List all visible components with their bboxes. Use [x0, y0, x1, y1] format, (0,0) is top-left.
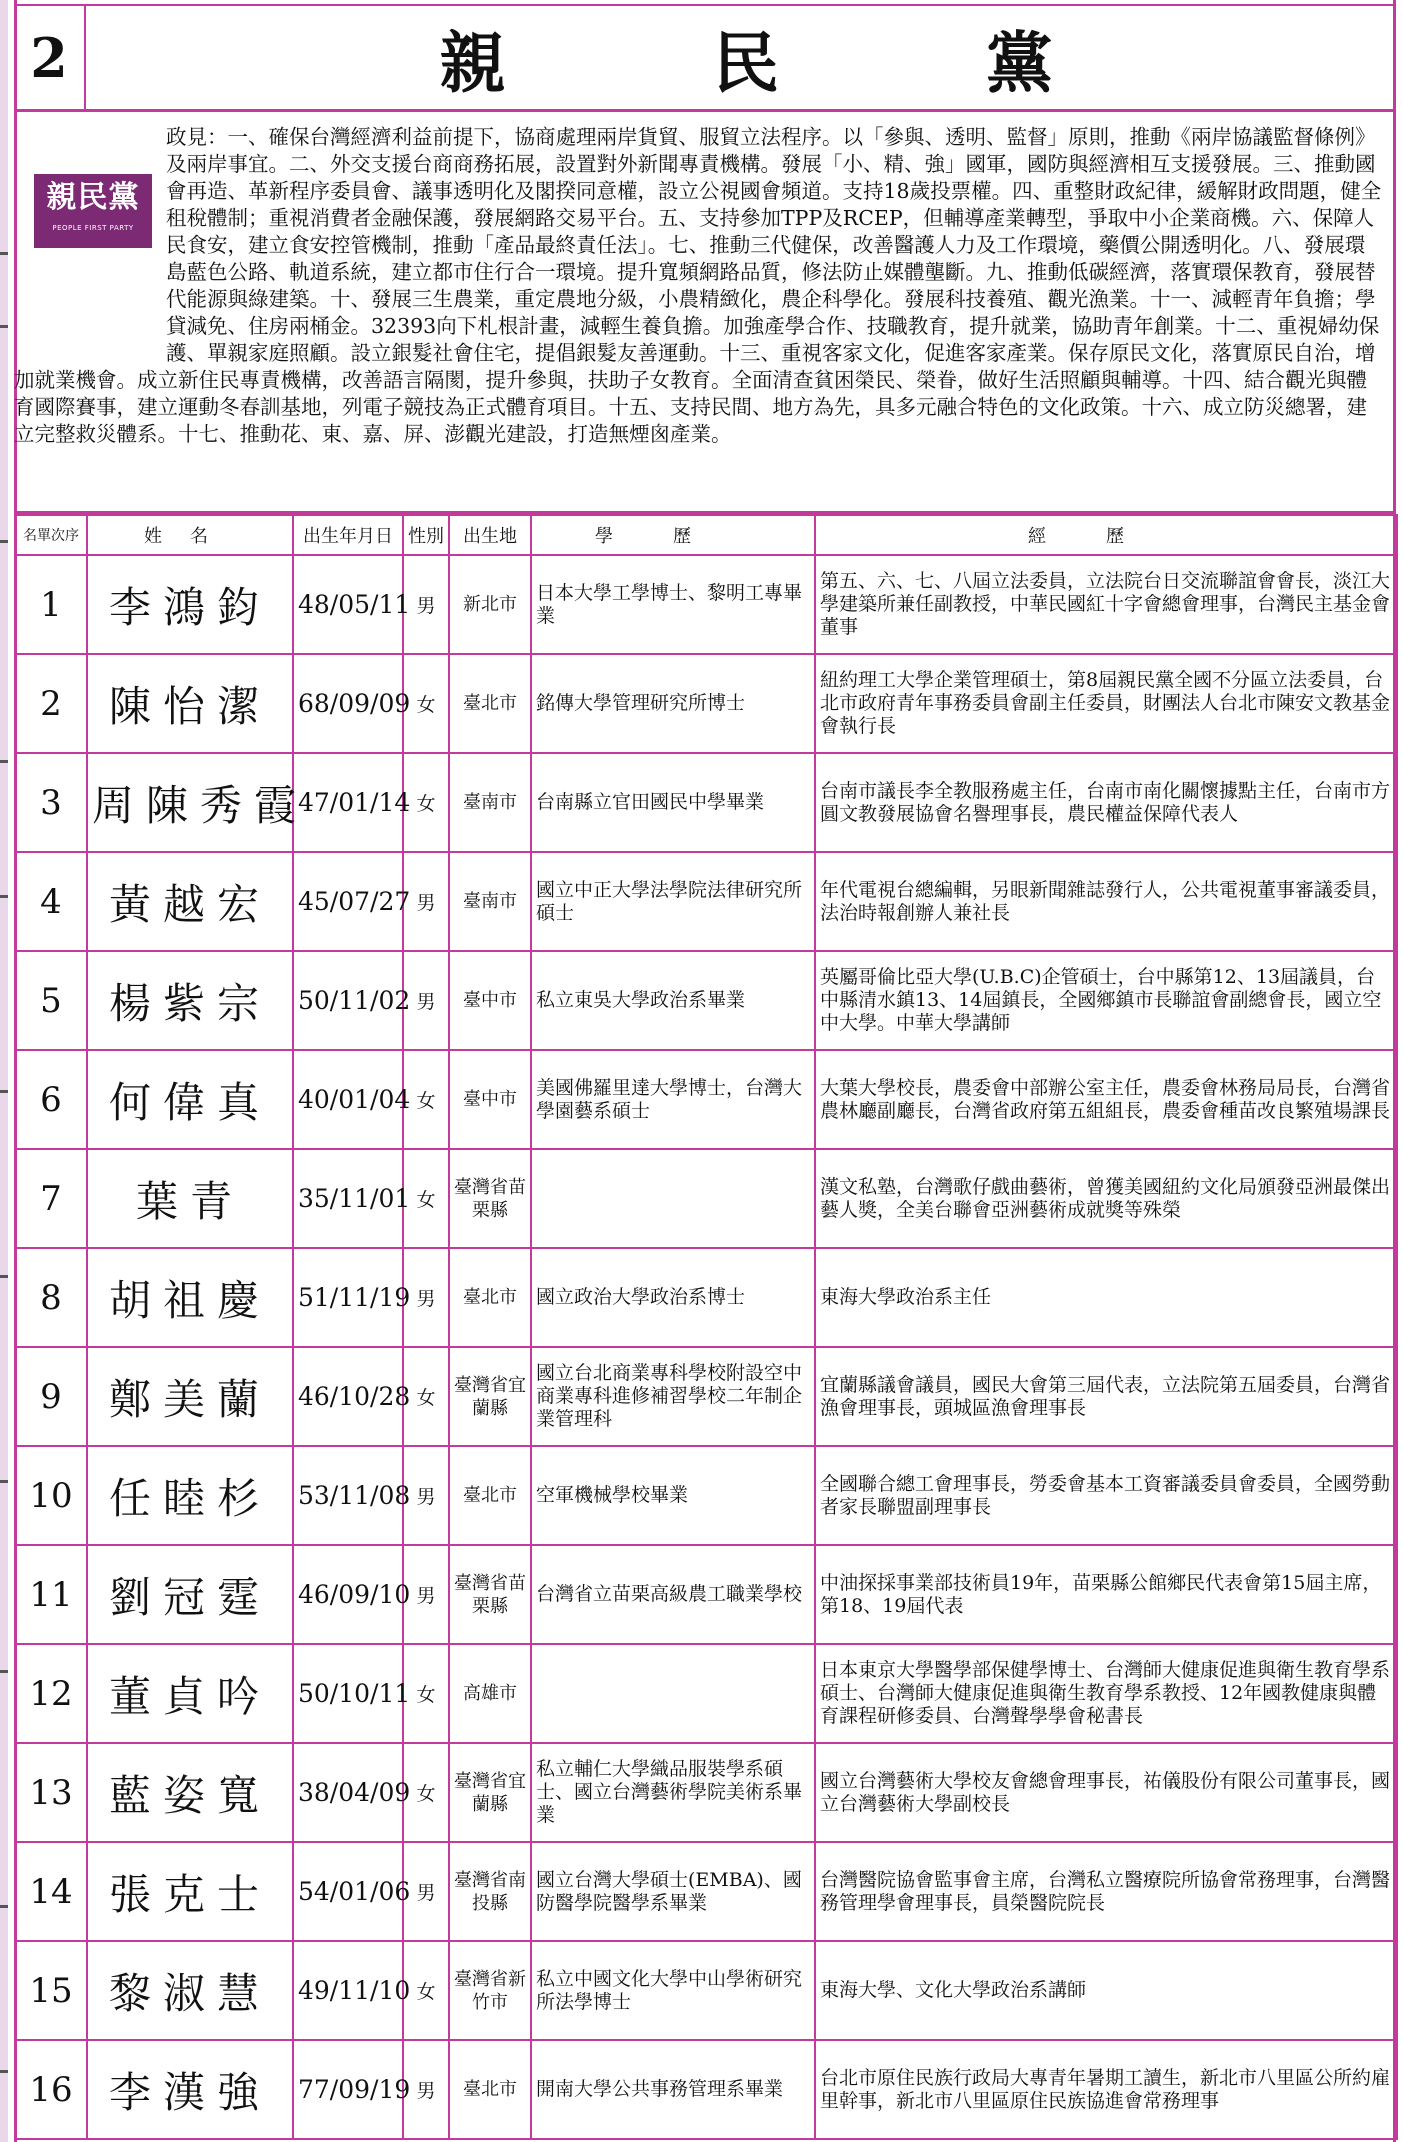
header-education: 學歷 [531, 515, 815, 555]
cell-name: 楊紫宗 [87, 951, 293, 1050]
cell-education: 私立中國文化大學中山學術研究所法學博士 [531, 1941, 815, 2040]
table-row [15, 1149, 1397, 1248]
cell-dob: 38/04/09 [293, 1743, 403, 1842]
cell-experience: 大葉大學校長，農委會中部辦公室主任，農委會林務局局長，台灣省農林廳副廳長，台灣省政府第五組組長，農委會種苗改良繁殖場課長 [815, 1050, 1397, 1149]
cell-birthplace: 新北市 [449, 555, 531, 654]
cell-education: 國立政治大學政治系博士 [531, 1248, 815, 1347]
cell-experience: 宜蘭縣議會議員，國民大會第三屆代表，立法院第五屆委員，台灣省漁會理事長，頭城區漁會理事長 [815, 1347, 1397, 1446]
cell-education: 國立台北商業專科學校附設空中商業專科進修補習學校二年制企業管理科 [531, 1347, 815, 1446]
cell-order: 2 [15, 654, 87, 753]
party-logo-text: 親民黨 [46, 180, 140, 215]
party-name-char: 黨 [986, 24, 1053, 102]
cell-order: 14 [15, 1842, 87, 1941]
cell-dob: 51/11/19 [293, 1248, 403, 1347]
cell-name: 藍姿寬 [87, 1743, 293, 1842]
party-name-char: 民 [712, 24, 779, 102]
table-row [15, 1743, 1397, 1842]
cell-birthplace: 臺北市 [449, 2040, 531, 2139]
table-row [15, 1644, 1397, 1743]
cell-order: 5 [15, 951, 87, 1050]
cell-experience: 紐約理工大學企業管理碩士，第8屆親民黨全國不分區立法委員，台北市政府青年事務委員會副主任委員，財團法人台北市陳安文教基金會執行長 [815, 654, 1397, 753]
cell-name: 陳怡潔 [87, 654, 293, 753]
cell-birthplace: 臺中市 [449, 1050, 531, 1149]
cell-order: 6 [15, 1050, 87, 1149]
cell-name: 李漢強 [87, 2040, 293, 2139]
header-experience: 經歷 [815, 515, 1397, 555]
cell-education: 台南縣立官田國民中學畢業 [531, 753, 815, 852]
cell-sex: 女 [403, 1743, 449, 1842]
cell-dob: 48/05/11 [293, 555, 403, 654]
cell-experience: 東海大學、文化大學政治系講師 [815, 1941, 1397, 2040]
cell-sex: 男 [403, 1545, 449, 1644]
cell-name: 何偉真 [87, 1050, 293, 1149]
cell-dob: 35/11/01 [293, 1149, 403, 1248]
cell-experience: 全國聯合總工會理事長，勞委會基本工資審議委員會委員，全國勞動者家長聯盟副理事長 [815, 1446, 1397, 1545]
cell-birthplace: 臺北市 [449, 654, 531, 753]
cell-order: 4 [15, 852, 87, 951]
table-row [15, 1446, 1397, 1545]
cell-dob: 50/10/11 [293, 1644, 403, 1743]
cell-experience: 國立台灣藝術大學校友會總會理事長，祐儀股份有限公司董事長，國立台灣藝術大學副校長 [815, 1743, 1397, 1842]
header-name: 姓名 [87, 515, 293, 555]
cell-order: 1 [15, 555, 87, 654]
cell-name: 張克士 [87, 1842, 293, 1941]
table-row [15, 654, 1397, 753]
cell-education: 國立中正大學法學院法律研究所碩士 [531, 852, 815, 951]
party-platform [14, 112, 1396, 514]
cell-dob: 77/09/19 [293, 2040, 403, 2139]
table-row [15, 1941, 1397, 2040]
cell-dob: 45/07/27 [293, 852, 403, 951]
cell-order: 9 [15, 1347, 87, 1446]
party-logo-subtext: PEOPLE FIRST PARTY [52, 224, 134, 232]
table-row [15, 1347, 1397, 1446]
candidate-table [14, 514, 1398, 2140]
cell-name: 任睦杉 [87, 1446, 293, 1545]
cell-education: 私立東吳大學政治系畢業 [531, 951, 815, 1050]
cell-name: 黎淑慧 [87, 1941, 293, 2040]
cell-education: 銘傳大學管理研究所博士 [531, 654, 815, 753]
cell-name: 葉青 [87, 1149, 293, 1248]
page-edge [0, 0, 8, 2142]
platform-text: 政見：一、確保台灣經濟利益前提下，協商處理兩岸貨貿、服貿立法程序。以「參與、透明、監督」原則，推動《兩岸協議監督條例》及兩岸事宜。二、外交支援台商商務拓展，設置對外新聞專責機構。發展「小、精、強」國軍，國防與經濟相互支援發展。三、推動國會再造、革新程序委員會、議事透明化及閣揆同意權，設立公視國會頻道。支持18歲投票權。四、重整財政紀律，緩解財政問題，健全租稅體制；重視消費者金融保護，發展網路交易平台。五、支持參加TPP及RCEP，但輔導產業轉型，爭取中小企業商機。六、保障人民食安，建立食安控管機制，推動「產品最終責任法」。七、推動三代健保，改善醫護人力及工作環境，藥價公開透明化。八、發展環島藍色公路、軌道系統，建立都市住行合一環境。提升寬頻網路品質，修法防止媒體壟斷。九、推動低碳經濟，落實環保教育，發展替代能源與綠建築。十、發展三生農業，重定農地分級，小農精緻化，農企科學化。發展科技養殖、觀光漁業。十一、減輕青年負擔；學貸減免、住房兩桶金。32393向下札根計畫，減輕生養負擔。加強產學合作、技職教育，提升就業，協助青年創業。十二、重視婦幼保護、單親家庭照顧。設立銀髮社會住宅，提倡銀髮友善運動。十三、重視客家文化，促進客家產業。保存原民文化，落實原民自治，增加就業機會。成立新住民專責機構，改善語言隔閡，提升參與，扶助子女教育。全面清查貧困榮民、榮眷，做好生活照顧與輔導。十四、結合觀光與體育國際賽事，建立運動冬春訓基地，列電子競技為正式體育項目。十五、支持民間、地方為先，具多元融合特色的文化政策。十六、成立防災總署，建立完整救災體系。十七、推動花、東、嘉、屏、澎觀光建設，打造無煙囪產業。 [14, 125, 1382, 446]
cell-education: 美國佛羅里達大學博士，台灣大學園藝系碩士 [531, 1050, 815, 1149]
cell-name: 董貞吟 [87, 1644, 293, 1743]
cell-birthplace: 臺南市 [449, 753, 531, 852]
cell-sex: 女 [403, 1050, 449, 1149]
candidate-rows [15, 555, 1397, 2139]
cell-birthplace: 臺北市 [449, 1446, 531, 1545]
cell-order: 7 [15, 1149, 87, 1248]
cell-sex: 女 [403, 1347, 449, 1446]
cell-dob: 47/01/14 [293, 753, 403, 852]
cell-experience: 日本東京大學醫學部保健學博士、台灣師大健康促進與衛生教育學系碩士、台灣師大健康促進與衛生教育學系教授、12年國教健康與體育課程研修委員、台灣聲學學會秘書長 [815, 1644, 1397, 1743]
cell-birthplace: 臺灣省苗栗縣 [449, 1149, 531, 1248]
cell-name: 周陳秀霞 [87, 753, 293, 852]
table-row [15, 555, 1397, 654]
cell-dob: 53/11/08 [293, 1446, 403, 1545]
cell-sex: 男 [403, 951, 449, 1050]
header-dob: 出生年月日 [293, 515, 403, 555]
cell-sex: 女 [403, 654, 449, 753]
cell-experience: 中油探採事業部技術員19年，苗栗縣公館鄉民代表會第15屆主席，第18、19屆代表 [815, 1545, 1397, 1644]
cell-experience: 台南市議長李全教服務處主任，台南市南化關懷據點主任，台南市方圓文教發展協會名譽理事長，農民權益保障代表人 [815, 753, 1397, 852]
cell-order: 13 [15, 1743, 87, 1842]
table-row [15, 1842, 1397, 1941]
cell-sex: 男 [403, 1248, 449, 1347]
party-number: 2 [14, 6, 86, 109]
table-row [15, 1050, 1397, 1149]
cell-dob: 50/11/02 [293, 951, 403, 1050]
cell-experience: 年代電視台總編輯，另眼新聞雜誌發行人，公共電視董事審議委員，法治時報創辦人兼社長 [815, 852, 1397, 951]
cell-order: 3 [15, 753, 87, 852]
cell-sex: 男 [403, 2040, 449, 2139]
party-name [86, 6, 1396, 109]
cell-sex: 女 [403, 1644, 449, 1743]
table-row [15, 753, 1397, 852]
party-header [14, 6, 1396, 112]
cell-dob: 54/01/06 [293, 1842, 403, 1941]
cell-birthplace: 臺灣省苗栗縣 [449, 1545, 531, 1644]
table-row [15, 1248, 1397, 1347]
table-row [15, 951, 1397, 1050]
cell-birthplace: 臺南市 [449, 852, 531, 951]
cell-sex: 女 [403, 1149, 449, 1248]
cell-education: 日本大學工學博士、黎明工專畢業 [531, 555, 815, 654]
cell-sex: 女 [403, 1941, 449, 2040]
cell-order: 15 [15, 1941, 87, 2040]
cell-dob: 46/09/10 [293, 1545, 403, 1644]
cell-sex: 男 [403, 1446, 449, 1545]
header-birthplace: 出生地 [449, 515, 531, 555]
cell-dob: 49/11/10 [293, 1941, 403, 2040]
cell-birthplace: 臺北市 [449, 1248, 531, 1347]
cell-order: 12 [15, 1644, 87, 1743]
cell-sex: 男 [403, 1842, 449, 1941]
cell-education: 空軍機械學校畢業 [531, 1446, 815, 1545]
cell-experience: 台灣醫院協會監事會主席，台灣私立醫療院所協會常務理事，台灣醫務管理學會理事長，員榮醫院院長 [815, 1842, 1397, 1941]
cell-experience: 東海大學政治系主任 [815, 1248, 1397, 1347]
cell-experience: 英屬哥倫比亞大學(U.B.C)企管碩士，台中縣第12、13屆議員，台中縣清水鎮13、14屆鎮長，全國鄉鎮市長聯誼會副總會長，國立空中大學。中華大學講師 [815, 951, 1397, 1050]
cell-dob: 40/01/04 [293, 1050, 403, 1149]
cell-sex: 男 [403, 852, 449, 951]
header-sex: 性別 [403, 515, 449, 555]
cell-birthplace: 高雄市 [449, 1644, 531, 1743]
table-row [15, 2040, 1397, 2139]
cell-order: 11 [15, 1545, 87, 1644]
cell-education: 台灣省立苗栗高級農工職業學校 [531, 1545, 815, 1644]
cell-birthplace: 臺灣省南投縣 [449, 1842, 531, 1941]
cell-experience: 台北市原住民族行政局大專青年暑期工讀生，新北市八里區公所約雇里幹事，新北市八里區原住民族協進會常務理事 [815, 2040, 1397, 2139]
cell-experience: 漢文私塾，台灣歌仔戲曲藝術，曾獲美國紐約文化局頒發亞洲最傑出藝人獎，全美台聯會亞洲藝術成就獎等殊榮 [815, 1149, 1397, 1248]
cell-order: 16 [15, 2040, 87, 2139]
cell-education [531, 1644, 815, 1743]
cell-order: 10 [15, 1446, 87, 1545]
cell-name: 李鴻鈞 [87, 555, 293, 654]
cell-experience: 第五、六、七、八屆立法委員，立法院台日交流聯誼會會長，淡江大學建築所兼任副教授，中華民國紅十字會總會理事，台灣民主基金會董事 [815, 555, 1397, 654]
cell-name: 劉冠霆 [87, 1545, 293, 1644]
cell-name: 鄭美蘭 [87, 1347, 293, 1446]
cell-education: 國立台灣大學碩士(EMBA)、國防醫學院醫學系畢業 [531, 1842, 815, 1941]
table-header-row [15, 515, 1397, 555]
cell-dob: 68/09/09 [293, 654, 403, 753]
cell-name: 胡祖慶 [87, 1248, 293, 1347]
cell-education: 私立輔仁大學織品服裝學系碩士、國立台灣藝術學院美術系畢業 [531, 1743, 815, 1842]
cell-dob: 46/10/28 [293, 1347, 403, 1446]
party-name-char: 親 [439, 24, 506, 102]
cell-birthplace: 臺中市 [449, 951, 531, 1050]
cell-education [531, 1149, 815, 1248]
table-row [15, 852, 1397, 951]
cell-name: 黃越宏 [87, 852, 293, 951]
cell-education: 開南大學公共事務管理系畢業 [531, 2040, 815, 2139]
cell-order: 8 [15, 1248, 87, 1347]
cell-sex: 男 [403, 555, 449, 654]
cell-birthplace: 臺灣省宜蘭縣 [449, 1743, 531, 1842]
table-row [15, 1545, 1397, 1644]
cell-birthplace: 臺灣省新竹市 [449, 1941, 531, 2040]
cell-sex: 女 [403, 753, 449, 852]
header-order: 名單次序 [15, 515, 87, 555]
cell-birthplace: 臺灣省宜蘭縣 [449, 1347, 531, 1446]
